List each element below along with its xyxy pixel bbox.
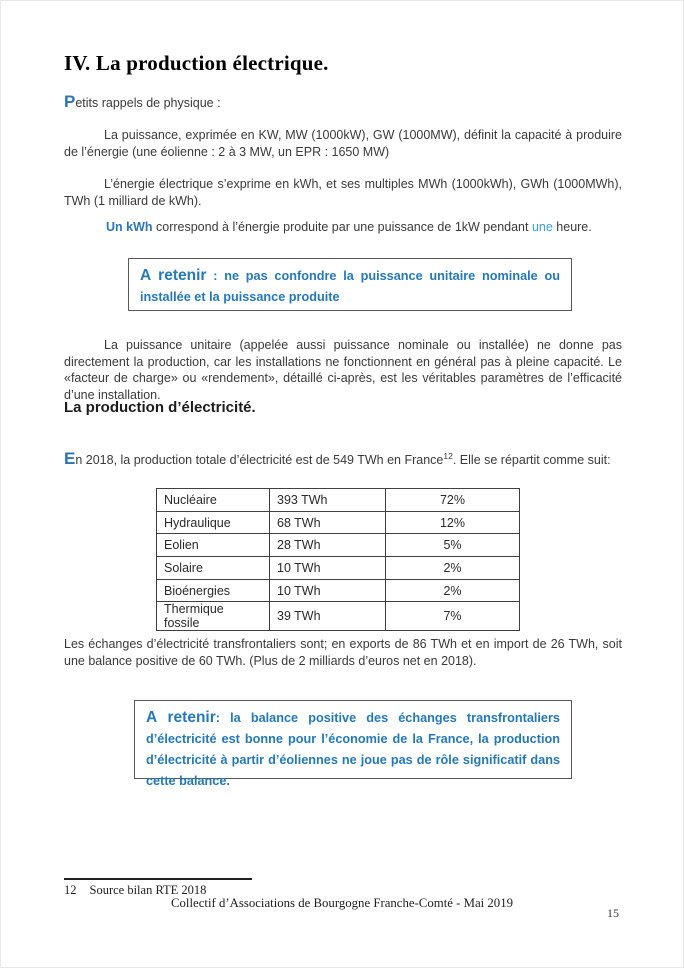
table-cell-source: Hydraulique [157, 511, 270, 534]
paragraph-echanges: Les échanges d’électricité transfrontaliers sont; en exports de 86 TWh et en import de 26 TWh, soit une balance positive de 60 TWh. (Plus de 2 milliards d’euros net en 2018). [64, 637, 622, 668]
footnote-divider [64, 878, 252, 880]
table-cell-source: Thermique fossile [157, 602, 270, 631]
section-heading: La production d’électricité. [64, 399, 256, 416]
table-cell-production: 393 TWh [270, 489, 386, 512]
production-intro-end: . Elle se répartit comme suit: [452, 453, 611, 467]
footer-credit: Collectif d’Associations de Bourgogne Franche-Comté - Mai 2019 [170, 896, 514, 910]
table-row [157, 557, 520, 580]
kwh-une-highlight: une [531, 220, 553, 234]
callout-box-retenir-2 [134, 700, 572, 788]
table-cell-source: Solaire [157, 557, 270, 580]
callout-box-retenir-1 [128, 258, 572, 311]
paragraph-puissance: La puissance, exprimée en KW, MW (1000kW), GW (1000MW), définit la capacité à produire de l’énergie (une éolienne : 2 à 3 MW, un EPR : 1650 MW) [64, 128, 622, 159]
page-number: 15 [607, 906, 619, 920]
drop-cap-p: P [64, 92, 76, 111]
callout2-text: la balance positive des échanges transfrontaliers d’électricité est bonne pour l’économie de la France, la production d’électricité à partir d’éoliennes ne joue pas de rôle significatif dans cette balance. [146, 711, 560, 788]
table-cell-production: 10 TWh [270, 579, 386, 602]
table-cell-share: 2% [386, 557, 520, 580]
drop-cap-e: E [64, 449, 76, 468]
lead-text: etits rappels de physique : [75, 96, 221, 110]
paragraph-kwh [106, 220, 592, 234]
production-intro-text: n 2018, la production totale d’électricité est de 549 TWh en France [75, 453, 444, 467]
callout1-separator: : [206, 269, 225, 283]
table-cell-share: 2% [386, 579, 520, 602]
table-cell-share: 7% [386, 602, 520, 631]
paragraph-energie: L’énergie électrique s’exprime en kWh, et ses multiples MWh (1000kWh), GWh (1000MWh), TWh (1 milliard de kWh). [64, 177, 622, 208]
callout1-text: ne pas confondre la puissance unitaire nominale ou installée et la puissance produite [140, 269, 560, 304]
production-table [156, 488, 520, 631]
footnote-number: 12 [64, 883, 77, 897]
callout2-separator: : [215, 711, 231, 725]
table-row [157, 602, 520, 631]
production-intro [64, 449, 622, 469]
kwh-middle: correspond à l’énergie produite par une puissance de 1kW pendant [152, 220, 532, 234]
table-row [157, 511, 520, 534]
table-cell-production: 28 TWh [270, 534, 386, 557]
paragraph-puissance-unitaire: La puissance unitaire (appelée aussi puissance nominale ou installée) ne donne pas directement la production, car les installations ne fonctionnent en général pas à pleine capacité. Le «facteur de charge» ou «rendement», détaillé ci-après, est les véritables paramètres de l’efficacité d’une installation. [64, 338, 622, 402]
table-cell-production: 68 TWh [270, 511, 386, 534]
page-title: IV. La production électrique. [64, 51, 329, 75]
table-cell-share: 5% [386, 534, 520, 557]
table-cell-source: Nucléaire [157, 489, 270, 512]
table-cell-share: 72% [386, 489, 520, 512]
table-cell-production: 10 TWh [270, 557, 386, 580]
table-cell-share: 12% [386, 511, 520, 534]
table-cell-source: Bioénergies [157, 579, 270, 602]
kwh-highlight: Un kWh [106, 220, 153, 234]
table-cell-production: 39 TWh [270, 602, 386, 631]
table-row [157, 534, 520, 557]
table-row [157, 489, 520, 512]
table-cell-source: Eolien [157, 534, 270, 557]
callout2-label: A retenir [146, 709, 216, 726]
kwh-end: heure. [552, 220, 592, 234]
footnote-ref: 12 [443, 450, 453, 461]
lead-line [64, 92, 221, 112]
callout1-label: A retenir [140, 267, 207, 284]
footnote-text: Source bilan RTE 2018 [89, 883, 207, 897]
table-row [157, 579, 520, 602]
